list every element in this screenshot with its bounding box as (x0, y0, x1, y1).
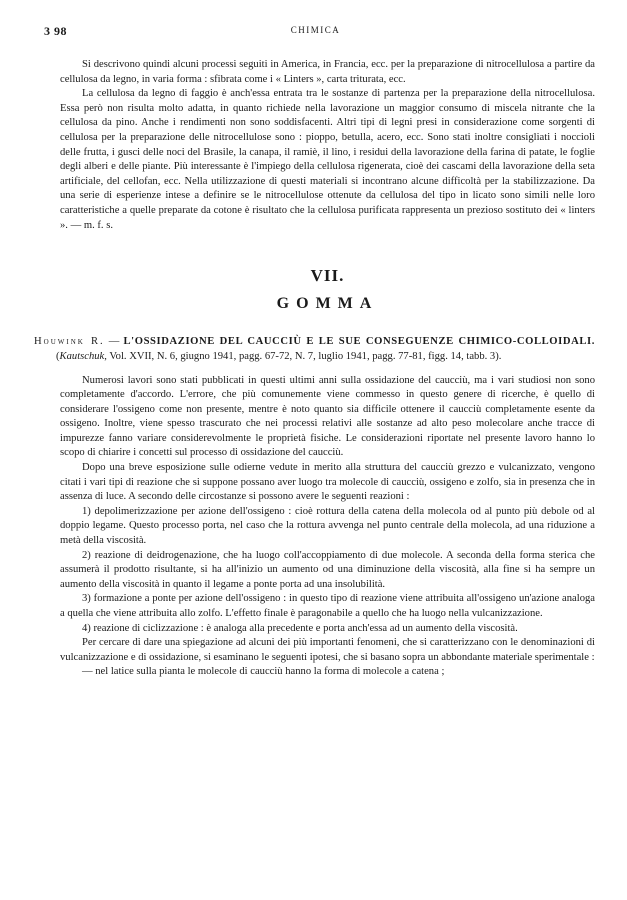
body-paragraph: La cellulosa da legno di faggio è anch'essa entrata tra le sostanze di partenza per la preparazione della nitrocellulosa. Essa però non risulta molto adatta, in quanto richiede nella lavorazione un maggior consumo di miscela nitrante che la cellulosa da pino. Anche i rendimenti non sono soddisfacenti. Altri tipi di legni presi in considerazione come sorgenti di cellulosa per la preparazione delle nitrocellulose sono : pioppo, betulla, acero, ecc. Sono stati inoltre consigliati i noccioli delle frutta, i gusci delle noci del Brasile, la canapa, il ramiè, il lino, i residui della lavorazione della farina di patate, le foglie degli alberi e delle piante. Più interessante è l'impiego della cellulosa rigenerata, cioè dei cascami della lavorazione della seta artificiale, del cellofan, ecc. Nella utilizzazione di questi materiali si incontrano alcune difficoltà per la stabilizzazione. Da una serie di esperienze intese a definire se le nitrocellulose ottenute da cellulosa del tipo in licato sono simili nelle loro caratteristiche a quelle preparate da cotone è risultato che la cellulosa purificata rappresenta un prezioso sostituto dei « linters ». — m. f. s. (60, 88, 595, 231)
reference-journal: Kautschuk (59, 350, 105, 362)
page-number: 3 98 (44, 24, 67, 38)
page-body (34, 58, 595, 680)
reference-dash: — (104, 336, 124, 348)
body-paragraph: Si descrivono quindi alcuni processi seguiti in America, in Francia, ecc. per la preparazione di nitrocellulosa a partire da cellulosa da legno, in varia forma : sfibrata come i « Linters », carta triturata, ecc. (60, 59, 595, 85)
reaction-item: 4) reazione di ciclizzazione : è analoga alla precedente e porta anch'essa ad un aumento della viscosità. (82, 622, 518, 634)
reaction-item: 3) formazione a ponte per azione dell'ossigeno : in questo tipo di reazione viene attribuita all'ossigeno un'azione analoga a quella che viene attribuita allo zolfo. L'effetto finale è paragonabile a quello che ha luogo nella vulcanizzazione. (60, 593, 595, 619)
reference-open: ( (56, 350, 60, 362)
reference-title: L'OSSIDAZIONE DEL CAUCCIÙ E LE SUE CONSEGUENZE CHIMICO-COLLOIDALI. (123, 336, 595, 348)
reference-details: , Vol. XVII, N. 6, giugno 1941, pagg. 67-72, N. 7, luglio 1941, pagg. 77-81, figg. 14, tabb. 3). (104, 350, 502, 362)
abstract-paragraph: Numerosi lavori sono stati pubblicati in questi ultimi anni sulla ossidazione del caucciù, ma i vari studiosi non sono completamente d'accordo. L'errore, che più comunemente viene commesso in questo genere di ricerche, è quello di considerare l'ossigeno come non presente, mentre è noto quanto sia difficile ottenere il caucciù completamente esente da ossigeno. Inoltre, viene spesso trascurato che nei processi relativi alle sostanze ad alto peso molecolare anche tracce di impurezze fanno variare considerevolmente le proprietà fisiche. Le considerazioni riportate nel presente lavoro hanno lo scopo di chiarire i concetti sul processo di ossidazione del caucciù. (60, 374, 595, 459)
reference-author: Houwink R. (34, 336, 105, 348)
page-header (44, 24, 587, 40)
body-paragraph: Per cercare di dare una spiegazione ad alcuni dei più importanti fenomeni, che si caratterizzano con le denominazioni di vulcanizzazione e di ossidazione, si esaminano le seguenti ipotesi, che si basano sopra un abbondante materiale sperimentale : (60, 637, 595, 663)
section-title: GOMMA (276, 294, 379, 312)
reaction-item: 2) reazione di deidrogenazione, che ha luogo coll'accoppiamento di due molecole. A seconda della forma sterica che assumerà il prodotto risultante, si ha all'inizio un aumento od una diminuzione della viscosità, alla fine si ha sempre un aumento della viscosità in quanto il legame a ponte porta ad una insolubilità. (60, 549, 595, 590)
abstract-paragraph: Dopo una breve esposizione sulle odierne vedute in merito alla struttura del caucciù grezzo e vulcanizzato, vengono citati i vari tipi di reazione che si suppone possano aver luogo tra molecole di caucciù, ossigeno e zolfo, sia in presenza che in assenza di luce. A secondo delle circostanze si possono avere le seguenti reazioni : (60, 462, 595, 503)
reaction-item: 1) depolimerizzazione per azione dell'ossigeno : cioè rottura della catena della molecola od al punto più debole od al doppio legame. Questo processo porta, nel caso che la rottura avvenga nel punto centrale della molecola, ad una riduzione a metà della viscosità. (60, 505, 595, 547)
running-title: CHIMICA (290, 25, 341, 35)
hypothesis-item: — nel latice sulla pianta le molecole di caucciù hanno la forma di molecole a catena ; (82, 666, 445, 678)
section-number: VII. (310, 266, 345, 286)
bibliographic-reference (34, 335, 595, 364)
abstract (60, 374, 595, 680)
